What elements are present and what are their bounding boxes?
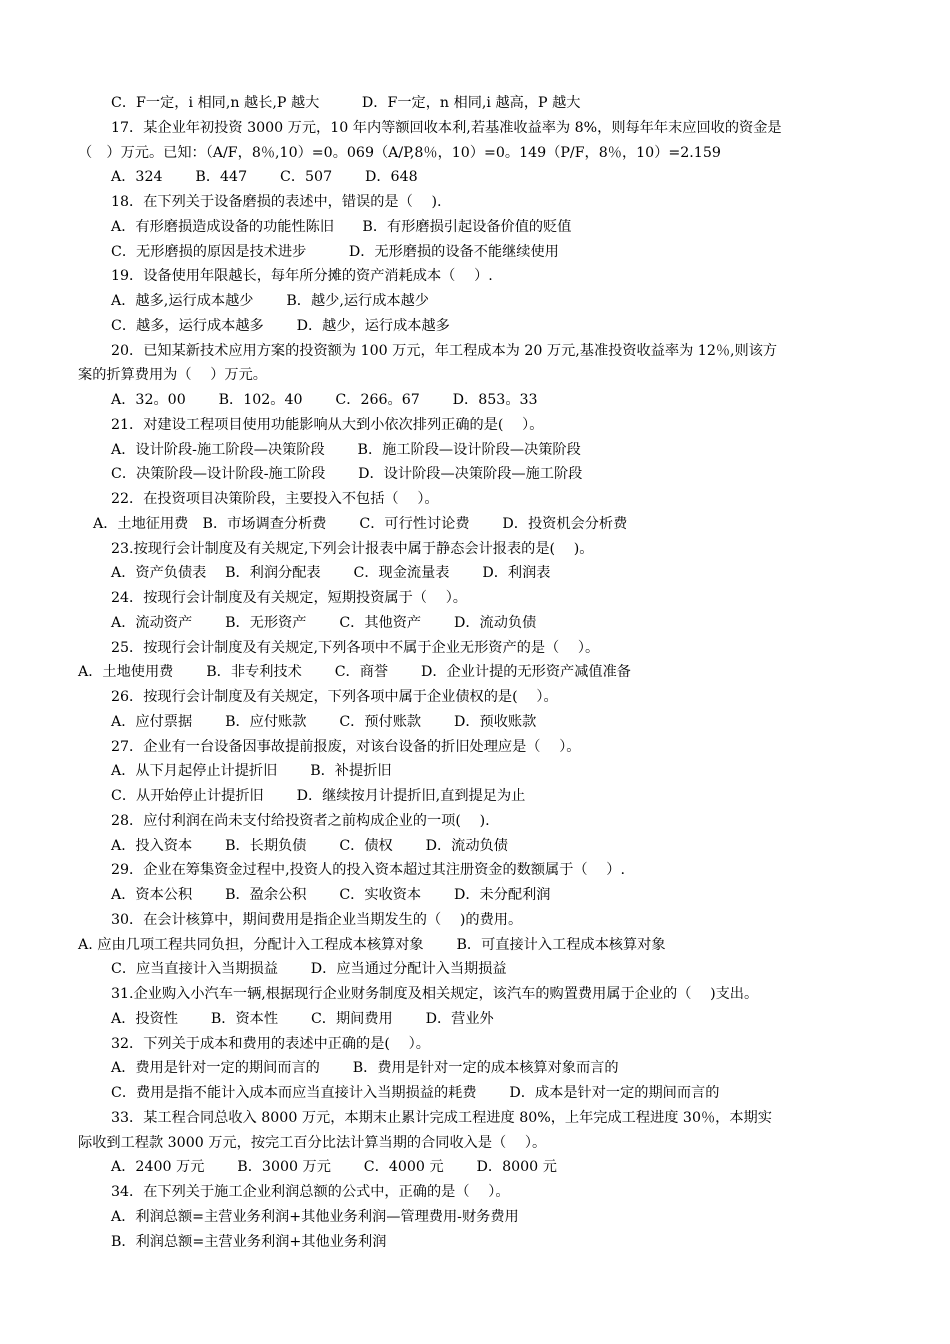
- text-line: A．2400 万元 B．3000 万元 C．4000 元 D．8000 元: [111, 1159, 557, 1176]
- text-line: 31.企业购入小汽车一辆,根据现行企业财务制度及相关规定，该汽车的购置费用属于企业的（ )支出。: [111, 986, 759, 1002]
- text-line: A．流动资产 B．无形资产 C．其他资产 D．流动负债: [111, 614, 537, 631]
- text-line: C．越多，运行成本越多 D．越少，运行成本越多: [111, 317, 450, 334]
- text-line: A．费用是针对一定的期间而言的 B．费用是针对一定的成本核算对象而言的: [111, 1060, 619, 1077]
- text-line: A．投入资本 B．长期负债 C．债权 D．流动负债: [111, 837, 508, 854]
- text-line: A．有形磨损造成设备的功能性陈旧 B．有形磨损引起设备价值的贬值: [111, 218, 572, 235]
- text-line: A．32。00 B．102。40 C．266。67 D．853。33: [111, 392, 538, 408]
- text-line: C．无形磨损的原因是技术进步 D．无形磨损的设备不能继续使用: [111, 243, 559, 260]
- text-line: C．决策阶段—设计阶段-施工阶段 D．设计阶段—决策阶段—施工阶段: [111, 466, 583, 483]
- text-line: A．324 B．447 C．507 D．648: [111, 169, 418, 186]
- text-line: B．利润总额=主营业务利润+其他业务利润: [111, 1233, 387, 1250]
- text-line: A．从下月起停止计提折旧 B．补提折旧: [111, 763, 392, 780]
- text-line: A．应付票据 B．应付账款 C．预付账款 D．预收账款: [111, 713, 537, 730]
- text-line: 19．设备使用年限越长，每年所分摊的资产消耗成本（ ）.: [111, 268, 493, 285]
- text-line: 29．企业在筹集资金过程中,投资人的投入资本超过其注册资金的数额属于（ ）.: [111, 862, 625, 879]
- text-line: C．从开始停止计提折旧 D．继续按月计提折旧,直到提足为止: [111, 788, 526, 804]
- text-line: 25．按现行会计制度及有关规定,下列各项中不属于企业无形资产的是（ ）。: [111, 639, 600, 656]
- text-line: 21．对建设工程项目使用功能影响从大到小依次排列正确的是( ）。: [111, 416, 544, 433]
- text-line: 32．下列关于成本和费用的表述中正确的是( ）。: [111, 1035, 430, 1052]
- text-line: 33．某工程合同总收入 8000 万元，本期末止累计完成工程进度 80%，上年完成工程进度 30％，本期实: [111, 1109, 772, 1126]
- text-line: 20．已知某新技术应用方案的投资额为 100 万元，年工程成本为 20 万元,基准投资收益率为 12％,则该方: [111, 342, 778, 359]
- text-line: C．应当直接计入当期损益 D．应当通过分配计入当期损益: [111, 961, 507, 978]
- text-line: C．费用是指不能计入成本而应当直接计入当期损益的耗费 D．成本是针对一定的期间而言的: [111, 1085, 720, 1101]
- text-line: A．设计阶段-施工阶段—决策阶段 B．施工阶段—设计阶段—决策阶段: [111, 441, 581, 458]
- text-line: （ ）万元。已知：（A/F，8％,10）=0。069（A/P,8％，10）=0。149（P/F，8％，10）=2.159: [78, 144, 721, 161]
- text-line: A．土地使用费 B．非专利技术 C．商誉 D．企业计提的无形资产减值准备: [78, 664, 631, 681]
- text-line: A．越多,运行成本越少 B．越少,运行成本越少: [111, 293, 429, 309]
- text-line: A．资产负债表 B．利润分配表 C．现金流量表 D．利润表: [111, 565, 551, 582]
- text-line: A．资本公积 B．盈余公积 C．实收资本 D．未分配利润: [111, 887, 551, 903]
- text-line: 23.按现行会计制度及有关规定,下列会计报表中属于静态会计报表的是( )。: [111, 540, 594, 557]
- text-line: A．土地征用费 B．市场调查分析费 C．可行性讨论费 D．投资机会分析费: [93, 515, 628, 532]
- text-line: 34．在下列关于施工企业利润总额的公式中，正确的是（ ）。: [111, 1184, 510, 1200]
- text-line: 际收到工程款 3000 万元，按完工百分比法计算当期的合同收入是（ ）。: [78, 1134, 547, 1151]
- text-line: 22．在投资项目决策阶段，主要投入不包括（ ）。: [111, 491, 439, 507]
- text-line: A. 应由几项工程共同负担，分配计入工程成本核算对象 B．可直接计入工程成本核算对象: [78, 936, 666, 953]
- text-line: 18．在下列关于设备磨损的表述中，错误的是（ ).: [111, 194, 442, 210]
- text-line: 27．企业有一台设备因事故提前报废，对该台设备的折旧处理应是（ ）。: [111, 738, 581, 755]
- text-line: A．投资性 B．资本性 C．期间费用 D．营业外: [111, 1010, 494, 1027]
- text-line: 28．应付利润在尚未支付给投资者之前构成企业的一项( ).: [111, 812, 490, 829]
- text-line: 26．按现行会计制度及有关规定，下列各项中属于企业债权的是( ）。: [111, 689, 558, 705]
- text-line: 24．按现行会计制度及有关规定，短期投资属于（ ）。: [111, 590, 467, 606]
- text-line: 30．在会计核算中，期间费用是指企业当期发生的（ )的费用。: [111, 911, 523, 928]
- text-line: A．利润总额=主营业务利润+其他业务利润—管理费用-财务费用: [111, 1208, 519, 1225]
- text-line: 案的折算费用为（ ）万元。: [78, 367, 267, 384]
- text-line: 17．某企业年初投资 3000 万元，10 年内等额回收本利,若基准收益率为 8%，则每年年末应回收的资金是: [111, 119, 782, 136]
- text-line: C．F一定，i 相同,n 越长,P 越大 D．F一定，n 相同,i 越高，P 越大: [111, 95, 581, 111]
